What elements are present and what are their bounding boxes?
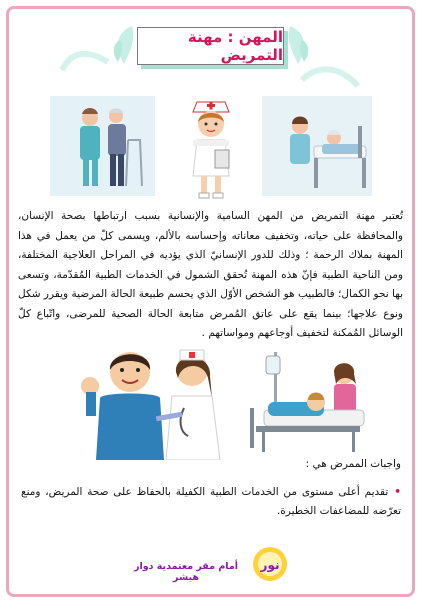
child-patient-bed-illustration (244, 350, 372, 456)
nurse-cartoon-illustration (179, 96, 243, 201)
duties-list-item (21, 483, 401, 521)
intro-paragraph: تُعتبر مهنة التمريض من المهن السامية والإنسانية بسبب ارتباطها بصحة الإنسان، والمحافظة على حياته، وتخفيف معاناته وإحساسه بالألم، ويسمى كلّ من يعمل في هذا المهنة بملاك الرحمة ؛ وذلك للدور الإنسانيّ الذي يؤديه في المراحل العلاجية المختلفة، ومن الناحية الطبية فإنّ هذه المهنة تُحقق الشمول في الخدمات الطبية المُقدّمة، وتسعى بها نحو الكمال؛ فالطبيب هو الشخص الأوّل الذي يحسم طبيعة الحالة المرضية ويقرر شكل ونوع علاجها؛ بينما يقع على عاتق المُمرض متابعة الحالة الصحية للمرضى، واتّباع كلّ الوسائل المُمكنة لتخفيف أوجاعهم ومواساتهم . (18, 210, 403, 339)
leaf-decoration-left-icon (110, 22, 140, 68)
footer-address: أمام مقر معتمدية دوار هيشر (133, 561, 239, 583)
library-logo-icon (250, 545, 290, 583)
bullet-icon: • (394, 486, 401, 498)
nurse-helping-elderly-illustration (50, 96, 155, 196)
wave-decoration-right-icon (300, 60, 360, 100)
wave-decoration-icon (60, 40, 110, 80)
vaccination-illustration (72, 348, 222, 460)
page-title-text: المهن : مهنة التمريض (187, 28, 283, 64)
footer (0, 545, 421, 585)
duty-text: تقديم أعلى مستوى من الخدمات الطبية الكفيلة بالحفاظ على صحة المريض، ومنع تعرّضه للمضاعفات الخطيرة. (21, 486, 401, 517)
page-title (137, 27, 284, 65)
nurse-patient-bed-illustration (262, 96, 372, 196)
duties-heading: واجبات الممرض هي : (305, 458, 401, 470)
logo-text: نور (260, 558, 280, 572)
